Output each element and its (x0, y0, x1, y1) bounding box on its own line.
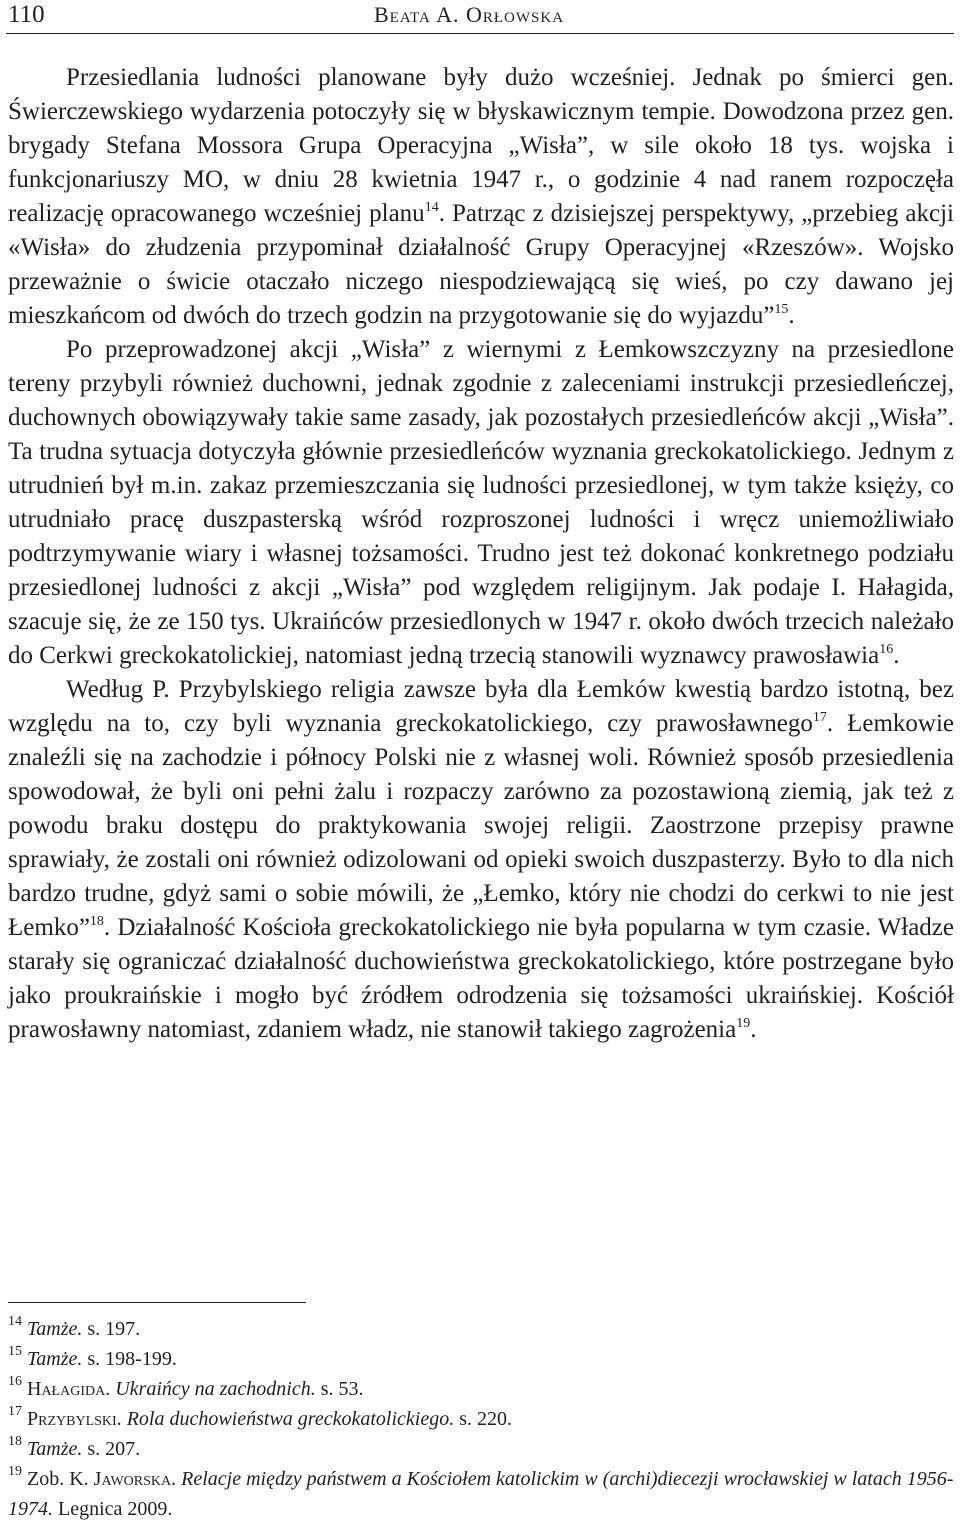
footnotes (8, 1314, 954, 1524)
paragraph-2 (8, 333, 954, 673)
page-header (6, 0, 954, 34)
footnote-14 (8, 1314, 954, 1344)
footnote-ref-18[interactable]: 18 (89, 914, 104, 929)
footnote-rest: s. 207. (82, 1438, 141, 1460)
footnote-ref-19[interactable]: 19 (736, 1016, 751, 1031)
footnote-ref-17[interactable]: 17 (812, 710, 827, 725)
footnote-number: 18 (8, 1434, 22, 1449)
text-run: Według P. Przybylskiego religia zawsze była dla Łemków kwestią bardzo istotną, bez względu na to, czy byli wyznania greckokatolickiego, czy prawosławnego (8, 676, 954, 737)
footnote-title: Tamże. (27, 1438, 83, 1460)
body-text (8, 61, 954, 1047)
header-rule (6, 33, 954, 34)
text-run: . (893, 642, 900, 669)
footnote-ref-15[interactable]: 15 (774, 302, 789, 317)
footnote-number: 16 (8, 1374, 22, 1389)
text-run: Przesiedlania ludności planowane były dużo wcześniej. Jednak po śmierci gen. Świerczewskiego wydarzenia potoczyły się w błyskawicznym tempie. Dowodzona przez gen. brygady Stefana Mossora Grupa Operacyjna „Wisła”, w sile około 18 tys. wojska i funkcjonariuszy MO, w dniu 28 kwietnia 1947 r., o godzinie 4 nad ranem rozpoczęła realizację opracowanego wcześniej planu (8, 64, 954, 227)
footnote-author: Hałagida. (27, 1378, 111, 1400)
footnote-title: Rola duchowieństwa greckokatolickiego. (126, 1408, 455, 1430)
text-run: . (750, 1016, 757, 1043)
footnote-prefix: Zob. K. (27, 1468, 94, 1490)
footnote-number: 15 (8, 1344, 22, 1359)
paragraph-1 (8, 61, 954, 333)
text-run: . Działalność Kościoła greckokatolickiego nie była popularna w tym czasie. Władze starały się ograniczać działalność duchowieństwa greckokatolickiego, które postrzegane było jako proukraińskie i mogło być źródłem odrodzenia się tożsamości ukraińskiej. Kościół prawosławny natomiast, zdaniem władz, nie stanowił takiego zagrożenia (8, 914, 954, 1043)
footnote-rest: Legnica 2009. (53, 1498, 173, 1520)
footnote-title: Ukraińcy na zachodnich. (115, 1378, 316, 1400)
paragraph-3 (8, 673, 954, 1047)
footnote-19 (8, 1464, 954, 1524)
footnote-15 (8, 1344, 954, 1374)
footnote-17 (8, 1404, 954, 1434)
footnote-author: Jaworska. (93, 1468, 177, 1490)
footnote-title: Tamże. (27, 1318, 83, 1340)
text-run: Po przeprowadzonej akcji „Wisła” z wiernymi z Łemkowszczyzny na przesiedlone tereny przybyli również duchowni, jednak zgodnie z zaleceniami instrukcji przesiedleńczej, duchownych obowiązywały takie same zasady, jak pozostałych przesiedleńców akcji „Wisła”. Ta trudna sytuacja dotyczyła głównie przesiedleńców wyznania greckokatolickiego. Jednym z utrudnień był m.in. zakaz przemieszczania się ludności przesiedlonej, w tym także księży, co utrudniało pracę duszpasterską wśród rozproszonej ludności i wręcz uniemożliwiało podtrzymywanie wiary i własnej tożsamości. Trudno jest też dokonać konkretnego podziału przesiedlonej ludności z akcji „Wisła” pod względem religijnym. Jak podaje I. Hałagida, szacuje się, że ze 150 tys. Ukraińców przesiedlonych w 1947 r. około dwóch trzecich należało do Cerkwi greckokatolickiej, natomiast jedną trzecią stanowili wyznawcy prawosławia (8, 336, 954, 669)
footnote-rest: s. 220. (454, 1408, 512, 1430)
footnote-number: 14 (8, 1314, 22, 1329)
footnote-rest: s. 197. (82, 1318, 141, 1340)
footnote-number: 17 (8, 1404, 22, 1419)
footnote-rule (8, 1302, 306, 1303)
footnote-ref-14[interactable]: 14 (424, 200, 439, 215)
text-run: . Patrząc z dzisiejszej perspektywy, „przebieg akcji «Wisła» do złudzenia przypominał działalność Grupy Operacyjnej «Rzeszów». Wojsko przeważnie o świcie otaczało niczego niespodziewającą się wieś, po czy dawano jej mieszkańcom od dwóch do trzech godzin na przygotowanie się do wyjazdu” (8, 200, 954, 329)
footnote-ref-16[interactable]: 16 (879, 642, 894, 657)
footnote-rest: s. 198-199. (82, 1348, 177, 1370)
text-run: . (788, 302, 795, 329)
footnote-rest: s. 53. (315, 1378, 364, 1400)
footnote-16 (8, 1374, 954, 1404)
footnote-title: Tamże. (27, 1348, 83, 1370)
footnote-title: Relacje między państwem a Kościołem katolickim w (archi)diecezji wrocławskiej w latach 1956-1974. (8, 1468, 954, 1520)
footnote-author: Przybylski. (27, 1408, 122, 1430)
text-run: . Łemkowie znaleźli się na zachodzie i północy Polski nie z własnej woli. Również sposób przesiedlenia spowodował, że byli oni pełni żalu i rozpaczy zarówno za pozostawioną ziemią, jak też z powodu braku dostępu do praktykowania swojej religii. Zaostrzone przepisy prawne sprawiały, że zostali oni również odizolowani od opieki swoich duszpasterzy. Było to dla nich bardzo trudne, gdyż sami o sobie mówili, że „Łemko, który nie chodzi do cerkwi to nie jest Łemko” (8, 710, 954, 941)
running-head: Beata A. Orłowska (374, 2, 565, 27)
footnote-18 (8, 1434, 954, 1464)
page-number: 110 (8, 1, 45, 28)
footnote-number: 19 (8, 1464, 22, 1479)
